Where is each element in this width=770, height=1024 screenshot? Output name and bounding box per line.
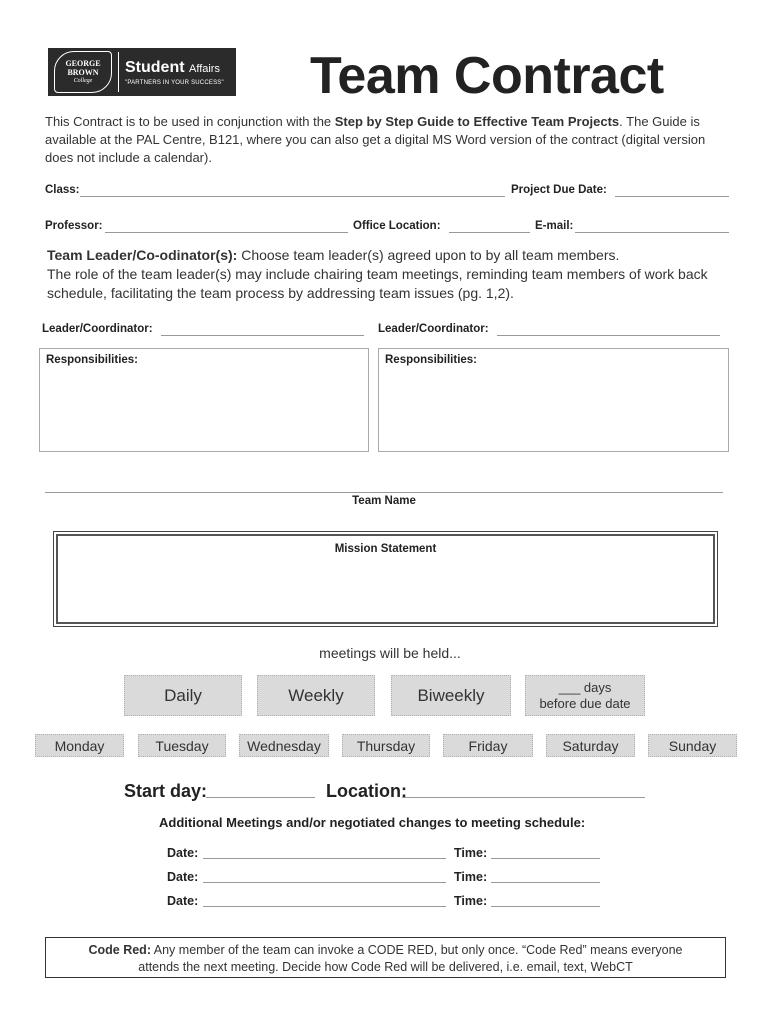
professor-label: Professor: — [45, 220, 103, 232]
additional-meetings-heading: Additional Meetings and/or negotiated changes to meeting schedule: — [159, 815, 586, 830]
date-label-1: Date: — [167, 846, 199, 860]
office-label: Office Location: — [353, 220, 441, 232]
intro-paragraph: This Contract is to be used in conjunction with the Step by Step Guide to Effective Team Projects. The Guide is available at the PAL Centre, B121, where you can also get a digital MS Word version of the contract (digital version does not include a calendar). — [45, 114, 706, 165]
location-field[interactable] — [402, 797, 645, 798]
frequency-weekly[interactable]: Weekly — [257, 675, 375, 716]
date-field-1[interactable] — [203, 858, 446, 859]
time-field-1[interactable] — [491, 858, 600, 859]
project-due-label: Project Due Date: — [511, 184, 607, 196]
day-saturday[interactable]: Saturday — [546, 734, 635, 757]
date-label-2: Date: — [167, 870, 199, 884]
mission-statement-label: Mission Statement — [56, 534, 715, 624]
leader-label-left: Leader/Coordinator: — [42, 323, 153, 335]
class-field[interactable] — [80, 196, 505, 197]
frequency-daily[interactable]: Daily — [124, 675, 242, 716]
time-label-3: Time: — [454, 894, 488, 908]
day-wednesday[interactable]: Wednesday — [239, 734, 329, 757]
start-day-label: Start day: — [124, 781, 208, 801]
date-field-2[interactable] — [203, 882, 446, 883]
leader-instructions: Team Leader/Co-odinator(s): Choose team leader(s) agreed upon to by all team members. The role of the team leader(s) may include chairing team meetings, reminding team members of work back schedule, facilitating the team process by addressing team issues (pg. 1,2). — [47, 247, 708, 301]
logo-name-rest: Affairs — [189, 62, 220, 75]
leader-field-left[interactable] — [161, 335, 364, 336]
leader-heading: Team Leader/Co-odinator(s): — [47, 247, 238, 263]
george-brown-seal: GEORGE BROWN College — [54, 51, 112, 93]
professor-field[interactable] — [105, 232, 348, 233]
page-title: Team Contract — [310, 47, 664, 105]
leader-field-right[interactable] — [497, 335, 720, 336]
team-name-field[interactable] — [45, 492, 723, 493]
day-sunday[interactable]: Sunday — [648, 734, 737, 757]
mission-statement-box[interactable] — [53, 531, 718, 627]
time-field-3[interactable] — [491, 906, 600, 907]
office-field[interactable] — [449, 232, 530, 233]
day-thursday[interactable]: Thursday — [342, 734, 430, 757]
start-day-field[interactable] — [206, 797, 315, 798]
frequency-days-before-due[interactable]: ___ days before due date — [525, 675, 645, 716]
logo-tagline: "PARTNERS IN YOUR SUCCESS" — [125, 79, 224, 86]
leader-label-right: Leader/Coordinator: — [378, 323, 489, 335]
project-due-field[interactable] — [615, 196, 729, 197]
date-field-3[interactable] — [203, 906, 446, 907]
day-tuesday[interactable]: Tuesday — [138, 734, 226, 757]
responsibilities-label-right: Responsibilities: — [385, 354, 478, 366]
email-field[interactable] — [575, 232, 729, 233]
date-label-3: Date: — [167, 894, 199, 908]
day-friday[interactable]: Friday — [443, 734, 533, 757]
location-label: Location: — [326, 781, 407, 801]
meetings-intro: meetings will be held... — [319, 645, 461, 661]
team-name-label: Team Name — [352, 495, 416, 507]
day-monday[interactable]: Monday — [35, 734, 124, 757]
time-field-2[interactable] — [491, 882, 600, 883]
responsibilities-box-left[interactable] — [39, 348, 369, 452]
guide-title: Step by Step Guide to Effective Team Projects — [334, 114, 620, 129]
responsibilities-label-left: Responsibilities: — [46, 354, 139, 366]
time-label-2: Time: — [454, 870, 488, 884]
logo-name-bold: Student — [125, 58, 185, 76]
responsibilities-box-right[interactable] — [378, 348, 729, 452]
student-affairs-logo — [48, 48, 236, 96]
code-red-label: Code Red: — [88, 943, 151, 957]
frequency-biweekly[interactable]: Biweekly — [391, 675, 511, 716]
class-label: Class: — [45, 184, 80, 196]
email-label: E-mail: — [535, 220, 574, 232]
time-label-1: Time: — [454, 846, 488, 860]
code-red-box: Code Red: Any member of the team can invoke a CODE RED, but only once. “Code Red” means everyone attends the next meeting. Decide how Code Red will be delivered, i.e. email, text, WebCT — [45, 937, 726, 978]
